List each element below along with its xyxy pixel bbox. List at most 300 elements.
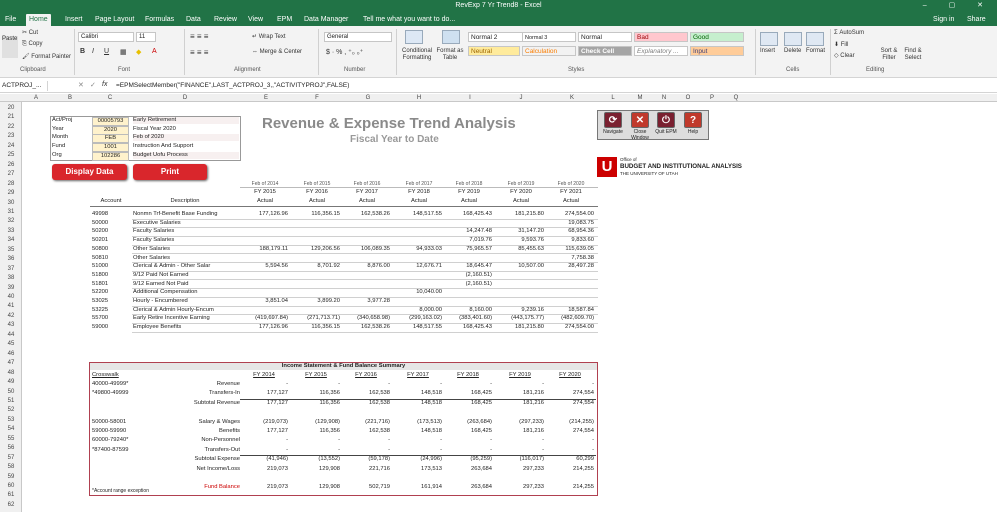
summary-amount[interactable]: - — [592, 446, 594, 453]
style-bad[interactable]: Bad — [634, 32, 688, 42]
row-header[interactable]: 30 — [7, 199, 15, 206]
summary-amount[interactable]: 161,914 — [421, 484, 442, 491]
amount-cell[interactable]: 18,645.47 — [466, 263, 492, 270]
print-button[interactable]: Print — [133, 164, 207, 180]
account-description: Faculty Salaries — [133, 237, 175, 244]
summary-amount[interactable]: - — [490, 446, 492, 453]
conditional-formatting-label: Conditional Formatting — [401, 48, 433, 61]
row-header[interactable]: 22 — [7, 123, 15, 130]
col-header[interactable]: A — [33, 95, 38, 101]
row-header[interactable]: 37 — [7, 265, 15, 272]
amount-cell[interactable]: 94,933.03 — [416, 245, 442, 252]
amount-cell[interactable]: 85,455.63 — [518, 245, 544, 252]
col-header[interactable]: B — [67, 95, 72, 101]
param-label: Year — [52, 125, 64, 132]
autosum-label: AutoSum — [839, 30, 865, 36]
amount-cell[interactable]: 68,954.36 — [568, 228, 594, 235]
summary-label: Net Income/Loss — [196, 465, 240, 472]
amount-cell[interactable]: 9,833.60 — [571, 237, 594, 244]
format-painter-button[interactable]: 🖌 Format Painter — [22, 54, 71, 60]
row-rule — [132, 271, 598, 272]
row-header[interactable]: 51 — [7, 397, 15, 404]
delete-cells-button[interactable]: Delete — [784, 48, 802, 54]
tab-review[interactable]: Review — [214, 16, 237, 23]
amount-cell[interactable]: 116,356.15 — [311, 211, 340, 217]
col-header[interactable]: N — [661, 95, 667, 101]
summary-amount[interactable]: 214,255 — [573, 484, 594, 491]
summary-amount[interactable]: 274,554 — [573, 390, 594, 397]
col-header[interactable]: P — [709, 95, 714, 101]
summary-amount[interactable]: 181,216 — [523, 428, 544, 434]
summary-amount[interactable]: 263,684 — [471, 465, 492, 472]
tab-file[interactable]: File — [5, 16, 17, 23]
summary-amount[interactable]: - — [338, 446, 340, 453]
row-header[interactable]: 26 — [7, 161, 15, 168]
tab-epm[interactable]: EPM — [277, 16, 293, 23]
summary-amount[interactable]: (59,178) — [368, 456, 390, 463]
number-format-select[interactable]: General — [324, 32, 392, 42]
amount-cell[interactable]: 9,239.16 — [521, 306, 544, 313]
param-code[interactable]: 102286 — [92, 152, 129, 161]
style-input[interactable]: Input — [690, 46, 744, 56]
window-title: RevExp 7 Yr Trend8 - Excel — [455, 2, 542, 9]
row-header[interactable]: 31 — [7, 208, 15, 215]
header-actual: Actual — [256, 198, 274, 204]
style-normal[interactable]: Normal — [578, 32, 632, 42]
summary-amount[interactable]: (219,073) — [263, 418, 288, 425]
amount-cell[interactable]: 75,965.57 — [466, 245, 492, 252]
amount-cell[interactable]: 12,676.71 — [416, 263, 442, 270]
amount-cell[interactable]: 3,977.28 — [367, 298, 390, 304]
row-header[interactable]: 41 — [7, 303, 15, 310]
formula-enter-icon[interactable]: ✓ — [90, 82, 96, 89]
quit-epm-icon[interactable]: ⏻ — [657, 112, 675, 128]
summary-amount[interactable]: 162,538 — [369, 399, 390, 406]
tell-me-search[interactable]: Tell me what you want to do... — [363, 16, 456, 23]
account-description: Hourly - Encumbered — [133, 298, 188, 304]
formula-input[interactable]: =EPMSelectMember("FINANCE",LAST_ACTPROJ_3,,"ACTIVITYPROJ",FALSE) — [116, 82, 350, 89]
summary-amount[interactable]: (129,908) — [315, 418, 340, 425]
summary-amount[interactable]: 168,425 — [471, 399, 492, 406]
separator — [830, 29, 831, 75]
account-description: 9/12 Paid Not Earned — [133, 271, 189, 278]
col-header[interactable]: Q — [733, 95, 739, 101]
row-header[interactable]: 40 — [7, 294, 15, 300]
font-size-select[interactable]: 11 — [136, 32, 156, 42]
summary-amount[interactable]: 168,425 — [471, 390, 492, 397]
account-code: 50200 — [92, 228, 109, 235]
amount-cell[interactable]: 8,701.92 — [317, 263, 340, 270]
row-rule — [132, 253, 598, 254]
summary-amount[interactable]: 162,538 — [369, 428, 390, 434]
summary-amount[interactable]: 129,908 — [319, 465, 340, 472]
amount-cell[interactable]: (271,713.71) — [307, 315, 340, 322]
amount-cell[interactable]: 148,517.55 — [412, 324, 442, 331]
row-header[interactable]: 23 — [7, 133, 15, 140]
col-header[interactable]: O — [685, 95, 691, 101]
summary-amount[interactable]: 162,538 — [369, 390, 390, 397]
amount-cell[interactable]: (383,401.60) — [459, 315, 492, 322]
header-date: Feb of 2020 — [557, 181, 585, 187]
report-title: Revenue & Expense Trend Analysis — [262, 115, 516, 132]
row-header[interactable]: 57 — [7, 454, 15, 461]
row-header[interactable]: 44 — [7, 331, 15, 338]
summary-amount[interactable]: 502,719 — [369, 484, 390, 491]
summary-amount[interactable]: - — [440, 381, 442, 387]
summary-amount[interactable]: - — [388, 446, 390, 453]
summary-amount[interactable]: 219,073 — [267, 465, 288, 472]
row-rule — [132, 279, 598, 280]
separator — [318, 29, 319, 75]
param-label: Act/Proj — [52, 117, 73, 123]
column-headers — [0, 94, 997, 102]
style-normal-2[interactable]: Normal 2 — [468, 32, 530, 42]
row-header[interactable]: 47 — [7, 360, 15, 367]
summary-amount[interactable]: - — [286, 446, 288, 453]
summary-label: Benefits — [219, 428, 240, 434]
row-header[interactable]: 62 — [7, 501, 15, 508]
crosswalk-range: *87400-87599 — [92, 446, 129, 453]
amount-cell[interactable]: (443,175.77) — [511, 315, 544, 322]
amount-cell[interactable]: (482,609.70) — [561, 315, 594, 322]
amount-cell[interactable]: (2,160.51) — [465, 271, 492, 278]
amount-cell[interactable]: 188,179.11 — [259, 245, 288, 252]
account-description: Clerical & Admin Hourly-Encum — [133, 306, 214, 313]
amount-cell[interactable]: 129,206.56 — [310, 245, 340, 252]
summary-amount[interactable]: (13,552) — [318, 456, 340, 463]
summary-amount[interactable]: 297,233 — [523, 484, 544, 491]
summary-amount[interactable]: - — [592, 437, 594, 444]
row-header[interactable]: 58 — [7, 464, 15, 471]
summary-amount[interactable]: - — [286, 437, 288, 444]
summary-amount[interactable]: (173,513) — [417, 418, 442, 425]
param-code[interactable]: 2020 — [92, 126, 129, 135]
col-header[interactable]: K — [569, 95, 574, 101]
format-painter-label: Format Painter — [31, 54, 71, 60]
row-header[interactable]: 29 — [7, 190, 15, 197]
style-check-cell[interactable]: Check Cell — [578, 46, 632, 56]
summary-amount[interactable]: (24,996) — [420, 456, 442, 463]
row-header[interactable]: 20 — [7, 105, 15, 111]
row-header[interactable]: 39 — [7, 284, 15, 291]
account-code: 59000 — [92, 324, 109, 331]
amount-cell[interactable]: (299,163.02) — [409, 315, 442, 322]
summary-amount[interactable]: (297,233) — [519, 418, 544, 425]
fill-color-icon[interactable]: ◆ — [136, 49, 142, 56]
summary-amount[interactable]: 148,518 — [421, 390, 442, 397]
col-header[interactable]: M — [637, 95, 643, 101]
tab-home[interactable]: Home — [26, 14, 51, 26]
header-actual: Actual — [562, 198, 580, 204]
summary-amount[interactable]: - — [490, 381, 492, 387]
summary-amount[interactable]: 173,513 — [421, 465, 442, 472]
amount-cell[interactable]: 7,758.38 — [571, 254, 594, 261]
italic-button[interactable]: I — [92, 48, 94, 55]
merge-center-button[interactable]: ⇔ Merge & Center — [252, 49, 303, 55]
amount-cell[interactable]: 8,160.00 — [469, 306, 492, 313]
amount-cell[interactable]: (419,697.84) — [255, 315, 288, 322]
currency-icon[interactable]: $ · % , ⁺₀ ₀⁺ — [326, 49, 364, 56]
summary-amount[interactable]: (95,259) — [470, 456, 492, 463]
amount-cell[interactable]: 3,899.20 — [317, 298, 340, 304]
row-header[interactable]: 21 — [7, 114, 15, 121]
summary-amount[interactable]: 181,216 — [523, 390, 544, 397]
amount-cell[interactable]: 18,587.84 — [568, 306, 594, 313]
summary-amount[interactable]: 274,554 — [573, 428, 594, 434]
summary-amount[interactable]: - — [388, 437, 390, 444]
wrap-text-button[interactable]: ↵ Wrap Text — [252, 34, 286, 40]
amount-cell[interactable]: 177,126.96 — [258, 324, 288, 331]
row-header[interactable]: 27 — [7, 171, 15, 178]
amount-cell[interactable]: 106,089.35 — [360, 245, 390, 252]
summary-amount[interactable]: - — [440, 446, 442, 453]
style-explanatory[interactable]: Explanatory ... — [634, 46, 688, 56]
summary-amount[interactable]: - — [542, 381, 544, 387]
row-header[interactable]: 55 — [7, 435, 15, 442]
amount-cell[interactable]: 181,215.80 — [514, 211, 544, 217]
insert-function-icon[interactable]: fx — [102, 81, 108, 88]
summary-amount[interactable]: (116,017) — [519, 456, 544, 463]
row-header[interactable]: 43 — [7, 322, 15, 329]
align-top-icon[interactable]: ≡ ≡ ≡ — [190, 32, 209, 41]
font-color-icon[interactable]: A — [152, 48, 157, 55]
summary-amount[interactable]: 274,554 — [573, 399, 594, 406]
amount-cell[interactable]: 10,040.00 — [416, 289, 442, 296]
amount-cell[interactable]: (340,658.98) — [357, 315, 390, 322]
format-as-table-button[interactable] — [436, 48, 464, 62]
amount-cell[interactable]: 5,594.56 — [265, 263, 288, 270]
amount-cell[interactable]: 181,215.80 — [514, 324, 544, 331]
param-code[interactable]: FEB — [92, 134, 129, 143]
formula-cancel-icon[interactable]: ✕ — [78, 82, 84, 89]
summary-label: Revenue — [216, 381, 240, 387]
clear-button[interactable]: ◇ Clear — [834, 53, 855, 59]
summary-amount[interactable]: (263,684) — [467, 418, 492, 425]
row-header[interactable]: 45 — [7, 341, 15, 348]
summary-amount[interactable]: - — [338, 437, 340, 444]
copy-button[interactable]: ⎘ Copy — [22, 41, 43, 47]
row-header[interactable]: 52 — [7, 407, 15, 414]
amount-cell[interactable]: 9,593.76 — [521, 237, 544, 244]
summary-year: FY 2017 — [407, 372, 429, 378]
summary-amount[interactable]: - — [440, 437, 442, 444]
align-left-icon[interactable]: ≡ ≡ ≡ — [190, 48, 209, 57]
summary-amount[interactable]: (221,716) — [365, 418, 390, 425]
col-header[interactable]: I — [469, 95, 471, 101]
summary-amount[interactable]: (214,255) — [569, 418, 594, 425]
summary-amount[interactable]: - — [286, 381, 288, 387]
clear-label: Clear — [840, 53, 855, 59]
row-header[interactable]: 33 — [7, 227, 15, 234]
tab-insert[interactable]: Insert — [65, 16, 83, 23]
summary-amount[interactable]: 168,425 — [471, 428, 492, 434]
amount-cell[interactable]: 162,538.26 — [360, 324, 390, 331]
row-header[interactable]: 25 — [7, 152, 15, 159]
cells-group-label: Cells — [786, 67, 800, 73]
amount-cell[interactable]: 162,538.26 — [360, 211, 390, 217]
summary-amount[interactable]: - — [490, 437, 492, 444]
amount-cell[interactable]: 274,554.00 — [564, 324, 594, 331]
amount-cell[interactable]: 28,497.28 — [568, 263, 594, 270]
row-header[interactable]: 59 — [7, 473, 15, 480]
summary-amount[interactable]: - — [542, 446, 544, 453]
summary-amount[interactable]: 116,356 — [319, 428, 340, 434]
amount-cell[interactable]: 31,147.20 — [518, 228, 544, 235]
navigate-icon[interactable]: ⟳ — [604, 112, 622, 128]
tab-formulas[interactable]: Formulas — [145, 16, 175, 23]
summary-amount[interactable]: 297,233 — [523, 465, 544, 472]
col-header[interactable]: F — [315, 95, 319, 101]
row-header[interactable]: 24 — [7, 142, 15, 149]
account-code: 51000 — [92, 263, 109, 270]
row-header[interactable]: 46 — [7, 350, 15, 357]
amount-cell[interactable]: 19,083.75 — [568, 219, 594, 226]
summary-amount[interactable]: 177,127 — [267, 428, 288, 434]
style-normal-3[interactable]: Normal 3 — [522, 32, 576, 42]
row-header[interactable]: 35 — [7, 246, 15, 253]
amount-cell[interactable]: 168,425.43 — [462, 211, 492, 217]
amount-cell[interactable]: 148,517.55 — [412, 211, 442, 217]
window-controls[interactable]: – ▢ ✕ — [922, 2, 993, 9]
borders-icon[interactable]: ▦ — [120, 49, 127, 56]
param-description: Instruction And Support — [133, 143, 239, 150]
summary-amount[interactable]: 60,299 — [576, 456, 594, 463]
tab-page-layout[interactable]: Page Layout — [95, 16, 135, 23]
summary-amount[interactable]: - — [592, 381, 594, 387]
conditional-formatting-button[interactable] — [400, 48, 434, 62]
row-header[interactable]: 61 — [7, 492, 15, 499]
style-calculation[interactable]: Calculation — [522, 46, 576, 56]
paste-button[interactable] — [2, 36, 18, 58]
col-header[interactable]: C — [107, 95, 113, 101]
share-button[interactable]: Share — [967, 16, 986, 23]
header-date: Feb of 2017 — [405, 181, 433, 187]
amount-cell[interactable]: 168,425.43 — [462, 324, 492, 331]
summary-amount[interactable]: 116,356 — [319, 399, 340, 406]
header-date: Feb of 2014 — [251, 181, 279, 187]
summary-amount[interactable]: 148,518 — [421, 428, 442, 434]
format-cells-button[interactable]: Format — [806, 48, 826, 54]
logo-name: BUDGET AND INSTITUTIONAL ANALYSIS — [620, 163, 742, 170]
summary-amount[interactable]: 214,255 — [573, 465, 594, 472]
autosum-button[interactable]: Σ AutoSum — [834, 30, 865, 36]
summary-amount[interactable]: 116,356 — [319, 390, 340, 397]
summary-amount[interactable]: 177,127 — [267, 399, 288, 406]
amount-cell[interactable]: 14,247.48 — [466, 228, 492, 235]
format-as-table-icon — [442, 30, 460, 44]
display-data-button[interactable]: Display Data — [52, 164, 127, 180]
row-header[interactable]: 56 — [7, 445, 15, 452]
summary-amount[interactable]: 181,216 — [523, 399, 544, 406]
sign-in-link[interactable]: Sign in — [933, 16, 955, 23]
col-header[interactable]: G — [365, 95, 371, 101]
param-code[interactable]: 00005793 — [92, 117, 129, 126]
amount-cell[interactable]: 177,126.96 — [258, 211, 288, 217]
bold-button[interactable]: B — [80, 48, 86, 55]
summary-amount[interactable]: (41,946) — [266, 456, 288, 463]
col-header[interactable]: H — [416, 95, 422, 101]
summary-amount[interactable]: 263,684 — [471, 484, 492, 491]
amount-cell[interactable]: 3,851.04 — [265, 298, 288, 304]
row-header[interactable]: 42 — [7, 312, 15, 319]
summary-amount[interactable]: 129,908 — [319, 484, 340, 491]
fill-button[interactable]: ⬇ Fill — [834, 42, 849, 48]
row-header[interactable]: 28 — [7, 180, 15, 187]
wrap-text-label: Wrap Text — [258, 34, 286, 40]
close-window-icon[interactable]: ✕ — [631, 112, 649, 128]
summary-amount[interactable]: - — [338, 381, 340, 387]
row-header[interactable]: 50 — [7, 388, 15, 395]
sort-filter-button[interactable] — [878, 48, 900, 62]
account-code: 53225 — [92, 306, 109, 313]
row-header[interactable]: 36 — [7, 256, 15, 263]
row-headers — [0, 102, 22, 512]
row-header[interactable]: 48 — [7, 369, 15, 376]
summary-amount[interactable]: - — [388, 381, 390, 387]
crosswalk-range: 60000-79240* — [92, 437, 129, 444]
cut-button[interactable]: ✂ Cut — [22, 30, 39, 36]
account-description: Faculty Salaries — [133, 228, 175, 235]
amount-cell[interactable]: 8,876.00 — [367, 263, 390, 270]
style-good[interactable]: Good — [690, 32, 744, 42]
account-code: 53025 — [92, 298, 109, 304]
summary-amount[interactable]: 177,127 — [267, 390, 288, 397]
underline-button[interactable]: U — [104, 48, 110, 55]
row-header[interactable]: 32 — [7, 218, 15, 225]
summary-amount[interactable]: 148,518 — [421, 399, 442, 406]
find-select-button[interactable] — [902, 48, 924, 62]
help-icon[interactable]: ? — [684, 112, 702, 128]
insert-cells-button[interactable]: Insert — [760, 48, 776, 54]
separator — [755, 29, 756, 75]
amount-cell[interactable]: 116,356.15 — [311, 324, 340, 331]
col-header[interactable]: D — [182, 95, 188, 101]
amount-cell[interactable]: 115,639.05 — [565, 245, 594, 252]
row-header[interactable]: 38 — [7, 275, 15, 282]
row-header[interactable]: 49 — [7, 379, 15, 386]
row-header[interactable]: 54 — [7, 426, 15, 433]
amount-cell[interactable]: (2,160.51) — [465, 280, 492, 287]
header-fiscal-year: FY 2018 — [408, 189, 430, 195]
col-header[interactable]: J — [519, 95, 523, 101]
amount-cell[interactable]: 10,507.00 — [518, 263, 544, 270]
name-box[interactable]: ACTPROJ_... — [0, 81, 48, 91]
style-neutral[interactable]: Neutral — [468, 46, 520, 56]
font-name-select[interactable]: Calibri — [78, 32, 134, 42]
summary-amount[interactable]: - — [542, 437, 544, 444]
param-description: Budget Uofu Process — [133, 152, 239, 159]
fill-label: Fill — [840, 42, 849, 48]
account-description: Other Salaries — [133, 254, 171, 261]
row-header[interactable]: 53 — [7, 416, 15, 423]
tab-data-manager[interactable]: Data Manager — [304, 16, 349, 23]
summary-amount[interactable]: 221,716 — [369, 465, 390, 472]
summary-amount[interactable]: 219,073 — [267, 484, 288, 491]
amount-cell[interactable]: 8,000.00 — [419, 306, 442, 313]
col-header[interactable]: L — [611, 95, 615, 101]
amount-cell[interactable]: 7,019.76 — [469, 237, 492, 244]
amount-cell[interactable]: 274,554.00 — [564, 211, 594, 217]
row-header[interactable]: 60 — [7, 483, 15, 489]
col-header[interactable]: E — [263, 95, 268, 101]
param-code[interactable]: 1001 — [92, 143, 129, 152]
row-header[interactable]: 34 — [7, 237, 15, 244]
account-description: Executive Salaries — [133, 219, 181, 226]
tab-view[interactable]: View — [248, 16, 264, 23]
tab-data[interactable]: Data — [186, 16, 201, 23]
crosswalk-range: 40000-49999* — [92, 381, 129, 387]
copy-label: Copy — [28, 41, 43, 47]
